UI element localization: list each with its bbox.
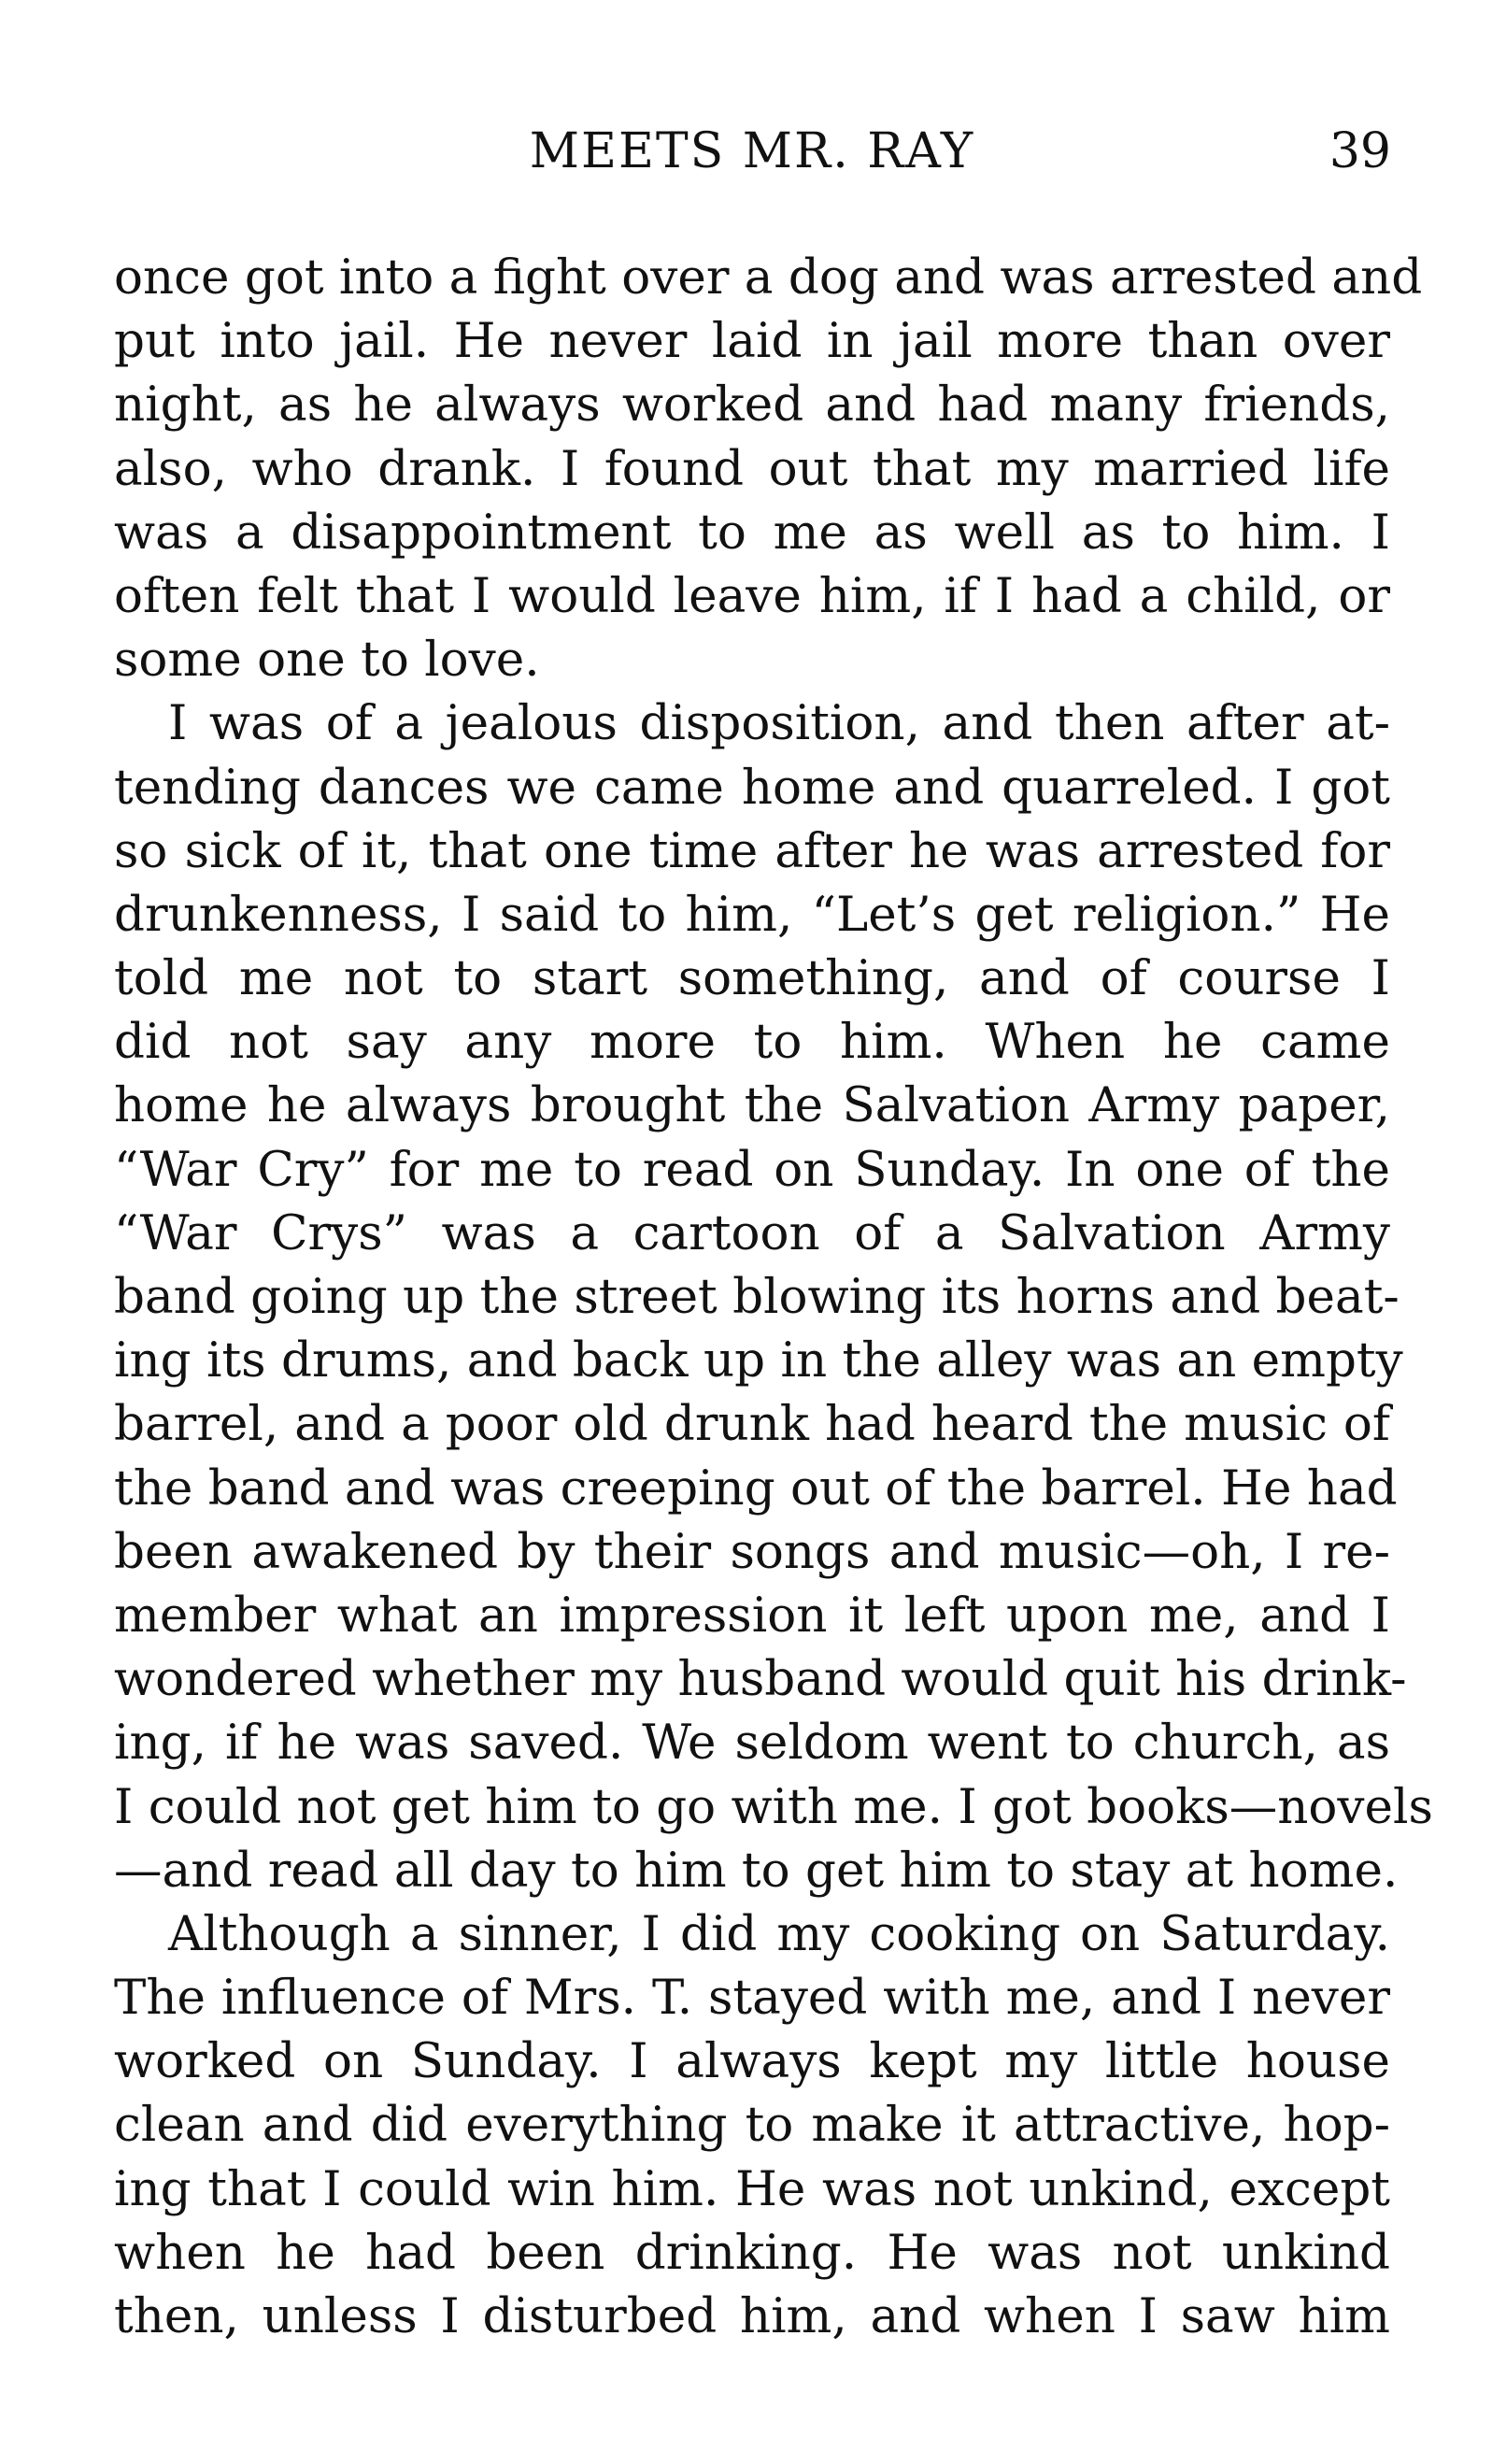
text-line: barrel, and a poor old drunk had heard the music of: [114, 1396, 1390, 1453]
text-line: tending dances we came home and quarreled. I got: [114, 759, 1390, 816]
text-line: drunkenness, I said to him, “Let’s get religion.” He: [114, 886, 1390, 943]
running-head: MEETS MR. RAY: [529, 123, 975, 179]
text-line: home he always brought the Salvation Army paper,: [114, 1077, 1390, 1134]
text-line: then, unless I disturbed him, and when I saw him: [114, 2288, 1390, 2344]
text-line: worked on Sunday. I always kept my little house: [114, 2033, 1390, 2090]
page-number: 39: [1329, 123, 1391, 179]
text-line: night, as he always worked and had many friends,: [114, 377, 1390, 434]
text-line: wondered whether my husband would quit his drink-: [114, 1651, 1407, 1708]
text-line: told me not to start something, and of course I: [114, 950, 1390, 1007]
text-line: been awakened by their songs and music—oh, I re-: [114, 1523, 1390, 1580]
text-line: ing, if he was saved. We seldom went to church, as: [114, 1715, 1390, 1772]
text-line: clean and did everything to make it attractive, hop-: [114, 2097, 1390, 2154]
text-line: did not say any more to him. When he came: [114, 1014, 1390, 1071]
text-line: also, who drank. I found out that my married life: [114, 440, 1390, 497]
text-line: ing its drums, and back up in the alley was an empty: [114, 1332, 1403, 1389]
text-line: often felt that I would leave him, if I had a child, or: [114, 567, 1390, 624]
text-line: —and read all day to him to get him to stay at home.: [114, 1842, 1399, 1899]
text-line: when he had been drinking. He was not unkind: [114, 2224, 1390, 2281]
body-text: [114, 246, 1433, 2348]
text-line: so sick of it, that one time after he was arrested for: [114, 822, 1390, 879]
text-line: “War Crys” was a cartoon of a Salvation Army: [114, 1204, 1390, 1261]
text-line: The influence of Mrs. T. stayed with me, and I never: [114, 1970, 1390, 2027]
text-line: band going up the street blowing its horns and beat-: [114, 1269, 1400, 1325]
text-line: ing that I could win him. He was not unkind, except: [114, 2160, 1390, 2217]
text-line: put into jail. He never laid in jail more than over: [114, 313, 1390, 370]
text-line: some one to love.: [114, 632, 540, 689]
text-line: was a disappointment to me as well as to him. I: [114, 504, 1390, 561]
text-line: Although a sinner, I did my cooking on Saturday.: [168, 1905, 1390, 1962]
text-line: member what an impression it left upon me, and I: [114, 1587, 1390, 1644]
text-line: once got into a fight over a dog and was arrested and: [114, 249, 1423, 306]
text-line: the band and was creeping out of the barrel. He had: [114, 1460, 1398, 1517]
text-line: “War Cry” for me to read on Sunday. In one of the: [114, 1141, 1390, 1198]
text-line: I could not get him to go with me. I got books—novels: [114, 1778, 1433, 1835]
text-line: I was of a jealous disposition, and then after at-: [168, 695, 1390, 752]
